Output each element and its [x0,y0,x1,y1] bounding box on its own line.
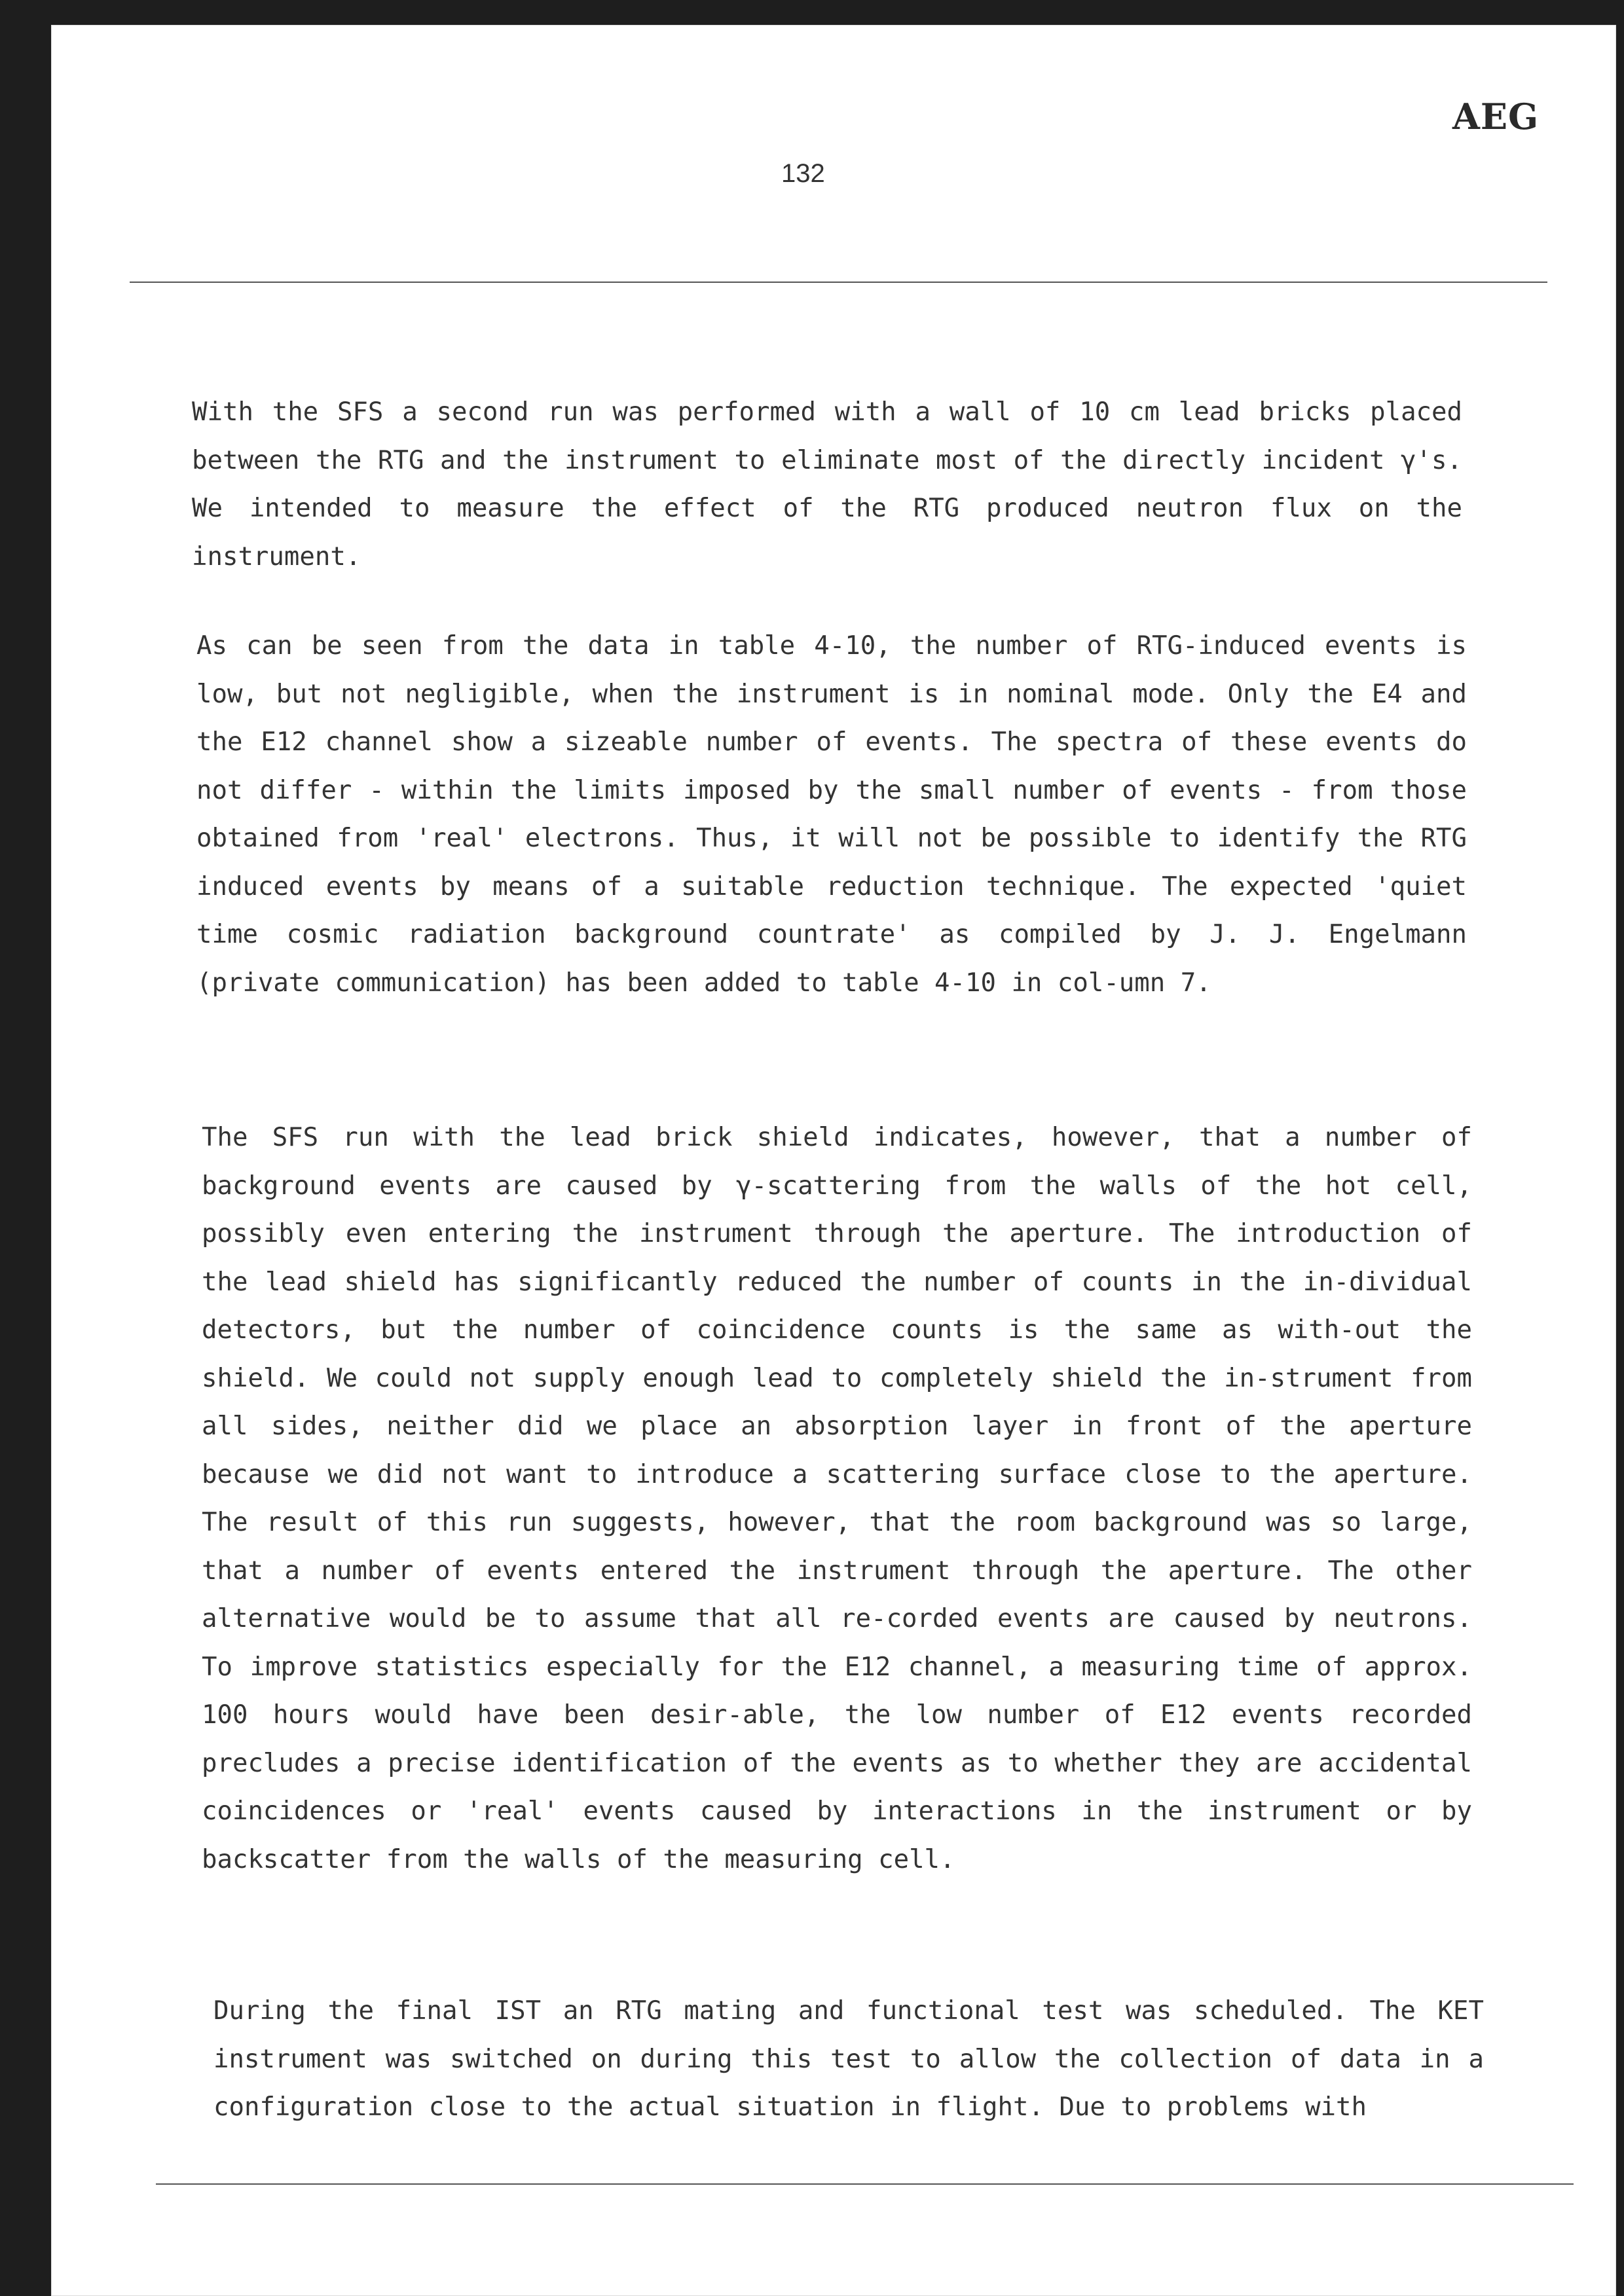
footer-divider [156,2183,1574,2185]
page-number: 132 [781,159,825,188]
aeg-logo: AEG [1452,96,1540,137]
paragraph-lead-brick-shield: The SFS run with the lead brick shield indicates, however, that a number of background events are caused by γ-scattering from the walls of the hot cell, possibly even entering the instrument through the aperture. The introduction of the lead shield has significantly reduced the number of counts in the in-dividual detectors, but the number of coincidence counts is the same as with-out the shield. We could not supply enough lead to completely shield the in-strument from all sides, neither did we place an absorption layer in front of the aperture because we did not want to introduce a scattering surface close to the aperture. The result of this run suggests, however, that the room background was so large, that a number of events entered the instrument through the aperture. The other alternative would be to assume that all re-corded events are caused by neutrons. To improve statistics especially for the E12 channel, a measuring time of approx. 100 hours would have been desir-able, the low number of E12 events recorded precludes a precise identification of the events as to whether they are accidental coincidences or 'real' events caused by interactions in the instrument or by backscatter from the walls of the measuring cell. [202,1123,1472,1874]
document-page [51,25,1616,2296]
header-divider [130,282,1547,283]
paragraph-rtg-induced-events: As can be seen from the data in table 4-10, the number of RTG-induced events is low, but not negligible, when the instrument is in nominal mode. Only the E4 and the E12 channel show a sizeable number of events. The spectra of these events do not differ - within the limits imposed by the small number of events - from those obtained from 'real' electrons. Thus, it will not be possible to identify the RTG induced events by means of a suitable reduction technique. The expected 'quiet time cosmic radiation background countrate' as compiled by J. J. Engelmann (private communication) has been added to table 4-10 in col-umn 7. [196,631,1467,998]
paragraph-sfs-second-run: With the SFS a second run was performed with a wall of 10 cm lead bricks placed between the RTG and the instrument to eliminate most of the directly incident γ's. We intended to measure the effect of the RTG produced neutron flux on the instrument. [192,397,1462,572]
paragraph-final-ist: During the final IST an RTG mating and functional test was scheduled. The KET instrument was switched on during this test to allow the collection of data in a configuration close to the actual situation in flight. Due to problems with [213,1996,1484,2122]
